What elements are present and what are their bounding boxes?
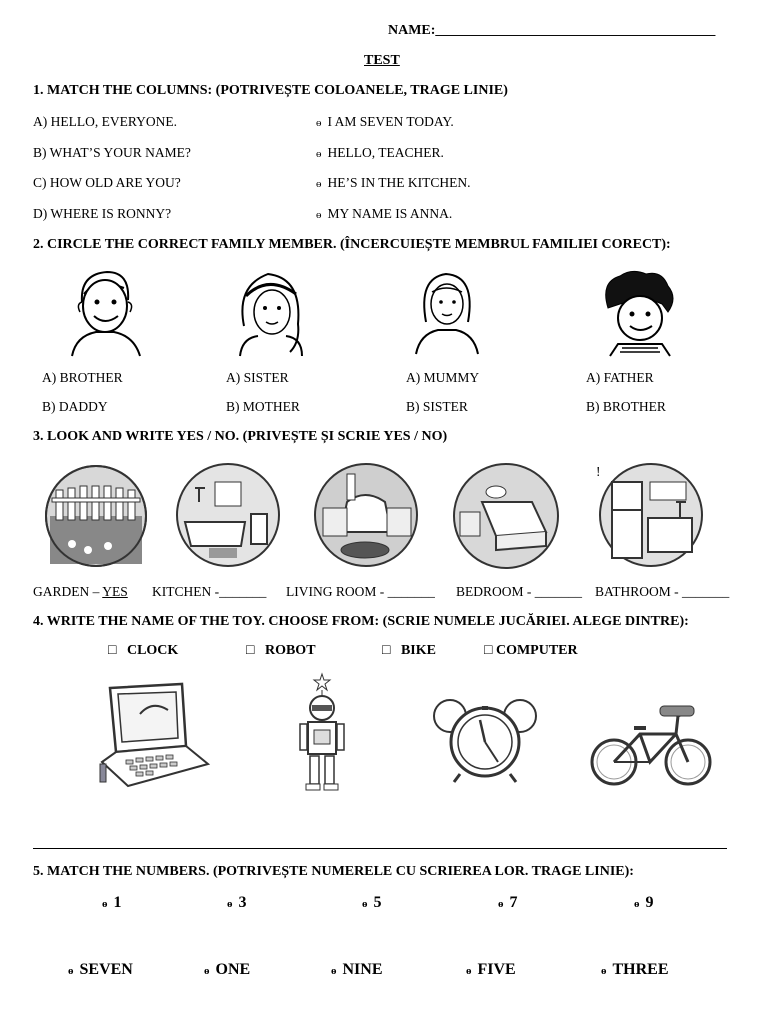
match-dot-icon: ɵ [634, 898, 640, 910]
match-dot-icon: ɵ [102, 898, 108, 910]
option-4a[interactable]: A) FATHER [586, 370, 654, 385]
match-left-d: D) WHERE IS RONNY? [33, 206, 172, 221]
section2-heading: 2. CIRCLE THE CORRECT FAMILY MEMBER. (ÎNCERCUIEȘTE MEMBRUL FAMILIEI CORECT): [33, 237, 671, 252]
section4-heading: 4. WRITE THE NAME OF THE TOY. CHOOSE FROM: (SCRIE NUMELE JUCĂRIEI. ALEGE DINTRE): [33, 614, 689, 629]
match-dot-icon: ɵ [498, 898, 504, 910]
kitchen-blank[interactable]: KITCHEN -_______ [152, 584, 267, 599]
bedroom-picture [452, 462, 560, 570]
clock-picture [430, 692, 540, 784]
living-room-picture [313, 462, 419, 568]
option-2a[interactable]: A) SISTER [226, 370, 289, 385]
match-left-a: A) HELLO, EVERYONE. [33, 114, 177, 129]
robot-picture [296, 672, 350, 792]
match-dot-icon: ɵ [316, 209, 322, 221]
garden-label: GARDEN – YES [33, 584, 128, 599]
match-dot-icon: ɵ [331, 965, 337, 977]
option-4b[interactable]: B) BROTHER [586, 399, 666, 414]
match-dot-icon: ɵ [227, 898, 233, 910]
curly-boy-picture [596, 268, 682, 358]
match-dot-icon: ɵ [316, 178, 322, 190]
checkbox-icon[interactable]: □ [484, 643, 493, 658]
section1-heading: 1. MATCH THE COLUMNS: (POTRIVEȘTE COLOANELE, TRAGE LINIE) [33, 83, 508, 98]
number-5: ɵ 5 [362, 894, 382, 911]
match-right-3: ɵ HE’S IN THE KITCHEN. [316, 175, 471, 190]
option-3b[interactable]: B) SISTER [406, 399, 468, 414]
answer-line[interactable] [33, 848, 727, 849]
number-3: ɵ 3 [227, 894, 247, 911]
option-1a[interactable]: A) BROTHER [42, 370, 123, 385]
checkbox-icon[interactable]: □ [246, 643, 255, 658]
living-room-blank[interactable]: LIVING ROOM - _______ [286, 584, 435, 599]
choice-bike: □ BIKE [382, 643, 436, 658]
word-seven: ɵ SEVEN [68, 961, 133, 978]
match-right-2: ɵ HELLO, TEACHER. [316, 145, 444, 160]
number-1: ɵ 1 [102, 894, 122, 911]
option-2b[interactable]: B) MOTHER [226, 399, 300, 414]
match-right-4: ɵ MY NAME IS ANNA. [316, 206, 453, 221]
match-dot-icon: ɵ [204, 965, 210, 977]
match-left-c: C) HOW OLD ARE YOU? [33, 175, 181, 190]
checkbox-icon[interactable]: □ [382, 643, 391, 658]
match-dot-icon: ɵ [68, 965, 74, 977]
garden-picture [44, 464, 148, 568]
match-dot-icon: ɵ [316, 117, 322, 129]
girl-picture [232, 266, 308, 358]
word-three: ɵ THREE [601, 961, 669, 978]
garden-answer: YES [102, 584, 128, 599]
choice-clock: □ CLOCK [108, 643, 179, 658]
number-9: ɵ 9 [634, 894, 654, 911]
option-3a[interactable]: A) MUMMY [406, 370, 480, 385]
section5-heading: 5. MATCH THE NUMBERS. (POTRIVEȘTE NUMERELE CU SCRIEREA LOR. TRAGE LINIE): [33, 864, 634, 879]
option-1b[interactable]: B) DADDY [42, 399, 108, 414]
mum-picture [412, 268, 482, 356]
choice-robot: □ ROBOT [246, 643, 316, 658]
bathroom-picture [175, 462, 281, 568]
bike-picture [588, 704, 718, 790]
checkbox-icon[interactable]: □ [108, 643, 117, 658]
exclamation-mark: ! [596, 464, 601, 479]
bedroom-blank[interactable]: BEDROOM - _______ [456, 584, 583, 599]
match-left-b: B) WHAT’S YOUR NAME? [33, 145, 191, 160]
boy-picture [62, 264, 148, 358]
name-field-label: NAME:________________________________________ [388, 23, 716, 38]
kitchen-picture [598, 462, 704, 568]
match-dot-icon: ɵ [601, 965, 607, 977]
match-right-1: ɵ I AM SEVEN TODAY. [316, 114, 454, 129]
match-dot-icon: ɵ [466, 965, 472, 977]
word-one: ɵ ONE [204, 961, 251, 978]
match-dot-icon: ɵ [362, 898, 368, 910]
bathroom-blank[interactable]: BATHROOM - _______ [595, 584, 730, 599]
word-five: ɵ FIVE [466, 961, 516, 978]
choice-computer: □ COMPUTER [484, 643, 578, 658]
word-nine: ɵ NINE [331, 961, 383, 978]
number-7: ɵ 7 [498, 894, 518, 911]
page-title: TEST [364, 53, 400, 68]
computer-picture [96, 680, 214, 792]
match-dot-icon: ɵ [316, 148, 322, 160]
section3-heading: 3. LOOK AND WRITE YES / NO. (PRIVEȘTE ȘI SCRIE YES / NO) [33, 429, 448, 444]
